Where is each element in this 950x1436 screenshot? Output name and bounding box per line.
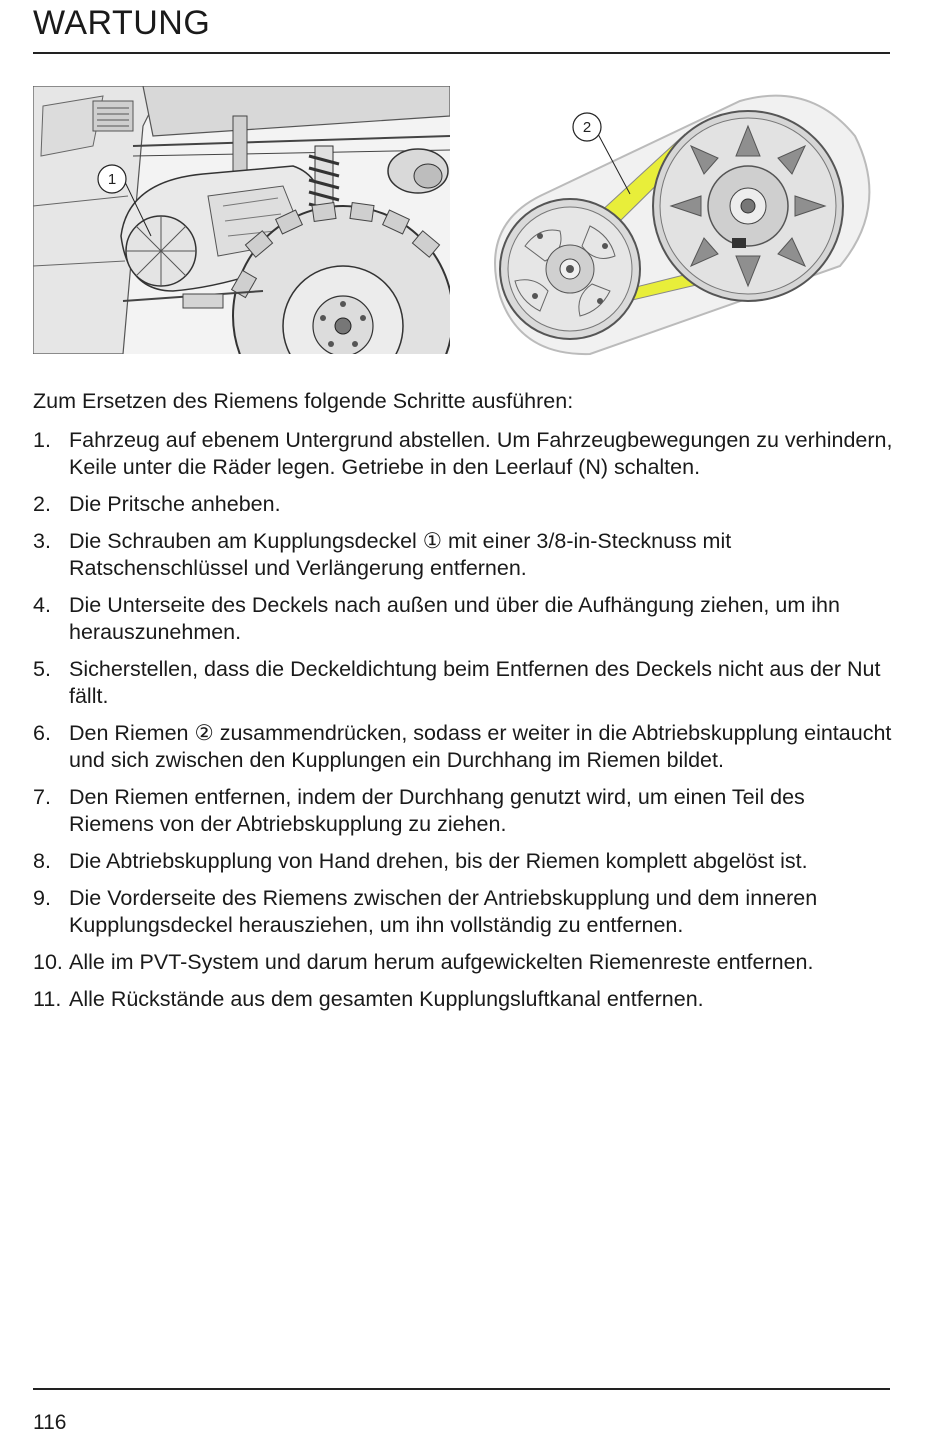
step-text: Die Abtriebskupplung von Hand drehen, bis der Riemen komplett abgelöst ist.: [69, 849, 808, 873]
procedure-steps: [33, 427, 893, 1023]
callout-2-label: 2: [582, 119, 592, 136]
clutch-cover-illustration: [33, 86, 450, 354]
step-item: [33, 528, 893, 582]
step-item: [33, 491, 893, 518]
step-number: 3.: [33, 529, 51, 553]
header-divider: [33, 52, 890, 54]
step-text: Die Unterseite des Deckels nach außen und über die Aufhängung ziehen, um ihn herauszunehmen.: [69, 593, 840, 644]
step-item: [33, 427, 893, 481]
step-number: 6.: [33, 721, 51, 745]
step-text: Die Pritsche anheben.: [69, 492, 281, 516]
step-text: Fahrzeug auf ebenem Untergrund abstellen. Um Fahrzeugbewegungen zu verhindern, Keile unter die Räder legen. Getriebe in den Leerlauf (N) schalten.: [69, 428, 893, 479]
step-number: 7.: [33, 785, 51, 809]
step-item: [33, 848, 893, 875]
procedure-intro: Zum Ersetzen des Riemens folgende Schritte ausführen:: [33, 389, 574, 413]
step-item: [33, 784, 893, 838]
step-text: Alle Rückstände aus dem gesamten Kupplungsluftkanal entfernen.: [69, 987, 704, 1011]
step-item: [33, 720, 893, 774]
step-number: 2.: [33, 492, 51, 516]
step-text: Die Schrauben am Kupplungsdeckel ① mit einer 3/8-in-Stecknuss mit Ratschenschlüssel und Verlängerung entfernen.: [69, 529, 732, 580]
step-text: Sicherstellen, dass die Deckeldichtung beim Entfernen des Deckels nicht aus der Nut fällt.: [69, 657, 881, 708]
step-number: 11.: [33, 987, 62, 1011]
callout-1-label: 1: [107, 171, 117, 188]
page-header-title: WARTUNG: [33, 4, 211, 42]
step-number: 9.: [33, 886, 51, 910]
clutch-belt-illustration: [470, 86, 880, 356]
step-number: 10.: [33, 950, 63, 974]
step-item: [33, 885, 893, 939]
step-number: 5.: [33, 657, 51, 681]
step-text: Den Riemen ② zusammendrücken, sodass er weiter in die Abtriebskupplung eintaucht und sich zwischen den Kupplungen ein Durchhang im Riemen bildet.: [69, 721, 892, 772]
step-number: 1.: [33, 428, 51, 452]
step-text: Die Vorderseite des Riemens zwischen der Antriebskupplung und dem inneren Kupplungsdeckel herausziehen, um ihn vollständig zu entfernen.: [69, 886, 818, 937]
step-item: [33, 592, 893, 646]
step-item: [33, 949, 893, 976]
step-number: 8.: [33, 849, 51, 873]
footer-divider: [33, 1388, 890, 1390]
step-item: [33, 986, 893, 1013]
step-text: Alle im PVT-System und darum herum aufgewickelten Riemenreste entfernen.: [69, 950, 814, 974]
page-number: 116: [33, 1411, 67, 1434]
step-number: 4.: [33, 593, 51, 617]
step-text: Den Riemen entfernen, indem der Durchhang genutzt wird, um einen Teil des Riemens von der Abtriebskupplung zu ziehen.: [69, 785, 805, 836]
step-item: [33, 656, 893, 710]
